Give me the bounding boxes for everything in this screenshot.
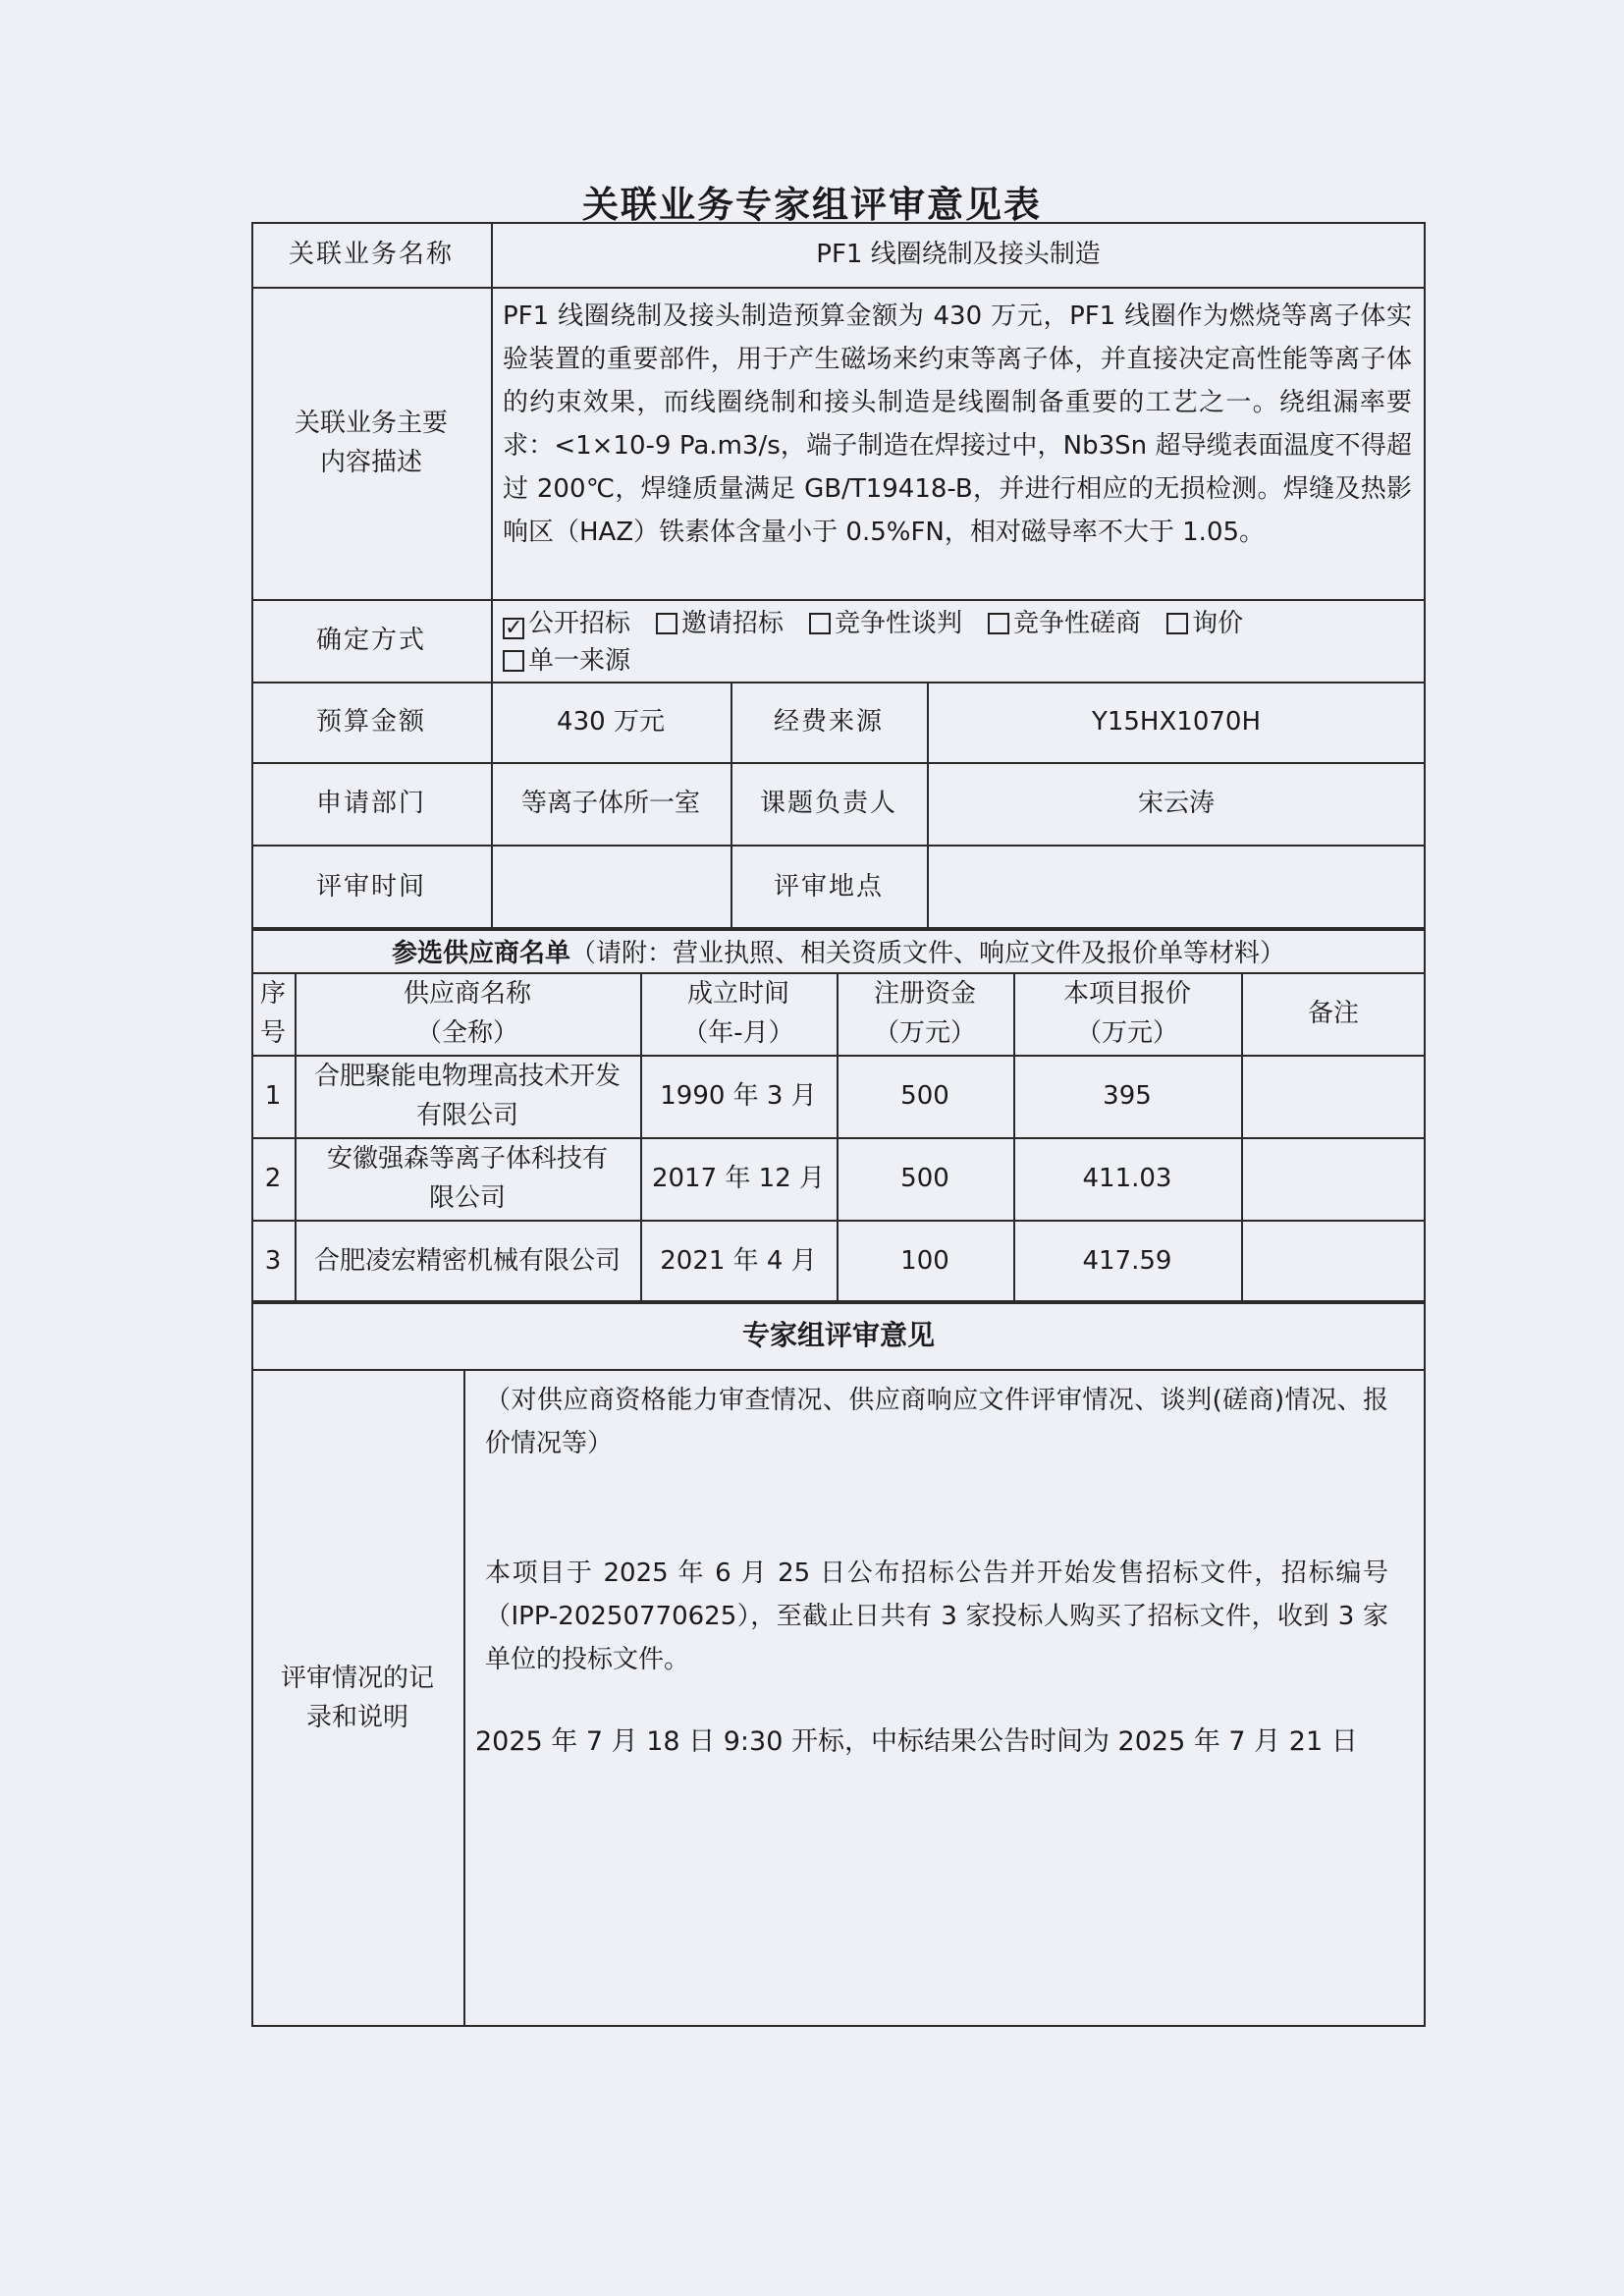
table-row-1-no: 1	[264, 1081, 282, 1111]
table-row-2-capital: 500	[900, 1164, 949, 1193]
table-row-1-founded: 1990 年 3 月	[660, 1081, 817, 1111]
method-option-label: 单一来源	[528, 646, 631, 676]
col-founded-header: 成立时间（年-月）	[682, 979, 794, 1048]
col-remark-header: 备注	[1307, 999, 1359, 1028]
col-no-header: 序号	[259, 979, 286, 1048]
leader-label: 课题负责人	[759, 789, 897, 818]
method-option-label: 竞争性谈判	[835, 609, 963, 638]
checkbox-icon	[503, 650, 524, 672]
supplier-heading: 参选供应商名单	[391, 938, 570, 968]
method-option-label: 询价	[1192, 609, 1244, 638]
budget-label: 预算金额	[315, 707, 426, 737]
business-name-value: PF1 线圈绕制及接头制造	[816, 240, 1101, 269]
method-option-label: 邀请招标	[681, 609, 785, 638]
col-name-header: 供应商名称（全称）	[403, 979, 531, 1048]
fund-value: Y15HX1070H	[1091, 707, 1262, 737]
review-place-value	[927, 845, 1426, 929]
table-row-1-remark	[1241, 1055, 1426, 1137]
method-option-label: 竞争性磋商	[1013, 609, 1142, 638]
opinion-label: 评审情况的记录和说明	[281, 1664, 435, 1732]
checkbox-icon	[809, 613, 831, 634]
description-text: PF1 线圈绕制及接头制造预算金额为 430 万元，PF1 线圈作为燃烧等离子体实验装置的重要部件，用于产生磁场来约束等离子体，并直接决定高性能等离子体的约束效果，而线圈绕制和接头制造是线圈制备重要的工艺之一。绕组漏率要求：<1×10-9 Pa.m3/s，端子制造在焊接过中，Nb3Sn 超导缆表面温度不得超过 200℃，焊缝质量满足 GB/T19418-B，并进行相应的无损检测。焊缝及热影响区（HAZ）铁素体含量小于 0.5%FN，相对磁导率不大于 1.05。	[503, 301, 1412, 547]
opinion-heading: 专家组评审意见	[741, 1319, 935, 1351]
checkbox-icon: ✓	[505, 616, 523, 640]
checkbox-icon	[988, 613, 1009, 634]
business-name-label: 关联业务名称	[288, 240, 454, 269]
opinion-paragraph-2: 2025 年 7 月 18 日 9:30 开标，中标结果公告时间为 2025 年 7 月 21 日	[475, 1726, 1358, 1757]
table-row-2-quote: 411.03	[1082, 1164, 1172, 1193]
table-row-3-no: 3	[264, 1246, 282, 1276]
supplier-heading-note: （请附：营业执照、相关资质文件、响应文件及报价单等材料）	[570, 938, 1286, 968]
table-row-3-capital: 100	[900, 1246, 949, 1276]
dept-label: 申请部门	[315, 789, 426, 818]
description-label: 关联业务主要内容描述	[294, 409, 448, 477]
method-label: 确定方式	[315, 626, 426, 655]
leader-value: 宋云涛	[1137, 789, 1215, 818]
col-quote-header: 本项目报价（万元）	[1062, 979, 1191, 1048]
table-row-2-no: 2	[264, 1164, 282, 1193]
method-option-3	[809, 605, 962, 642]
budget-value: 430 万元	[557, 707, 665, 737]
method-option-1	[503, 605, 630, 642]
dept-value: 等离子体所一室	[520, 789, 700, 818]
opinion-paragraph-1: 本项目于 2025 年 6 月 25 日公布招标公告并开始发售招标文件，招标编号（IPP-20250770625），至截止日共有 3 家投标人购买了招标文件，收到 3 家单位的投标文件。	[485, 1558, 1388, 1674]
method-option-5	[1166, 605, 1243, 642]
method-option-label: 公开招标	[528, 609, 631, 638]
opinion-hint: （对供应商资格能力审查情况、供应商响应文件评审情况、谈判(磋商)情况、报价情况等）	[485, 1386, 1388, 1458]
method-option-2	[656, 605, 784, 642]
table-row-2-founded: 2017 年 12 月	[651, 1164, 826, 1193]
table-row-1-capital: 500	[900, 1081, 949, 1111]
table-row-3-founded: 2021 年 4 月	[660, 1246, 817, 1276]
method-option-4	[988, 605, 1141, 642]
col-capital-header: 注册资金（万元）	[873, 979, 976, 1048]
checkbox-icon	[656, 613, 677, 634]
method-option-6	[503, 642, 630, 680]
table-row-1-name: 合肥聚能电物理高技术开发有限公司	[313, 1062, 621, 1130]
table-row-2-name: 安徽强森等离子体科技有限公司	[326, 1144, 608, 1213]
review-time-value	[491, 845, 731, 929]
table-row-3-remark	[1241, 1220, 1426, 1302]
form-title: 关联业务专家组评审意见表	[582, 184, 1042, 226]
table-row-2-remark	[1241, 1137, 1426, 1220]
table-row-3-name: 合肥凌宏精密机械有限公司	[313, 1246, 621, 1276]
table-row-1-quote: 395	[1103, 1081, 1152, 1111]
review-place-label: 评审地点	[773, 872, 884, 902]
checkbox-icon	[1166, 613, 1188, 634]
fund-label: 经费来源	[773, 707, 884, 737]
review-time-label: 评审时间	[315, 872, 426, 902]
table-row-3-quote: 417.59	[1082, 1246, 1172, 1276]
method-options	[503, 605, 1416, 680]
supplier-heading-row	[251, 929, 1426, 972]
